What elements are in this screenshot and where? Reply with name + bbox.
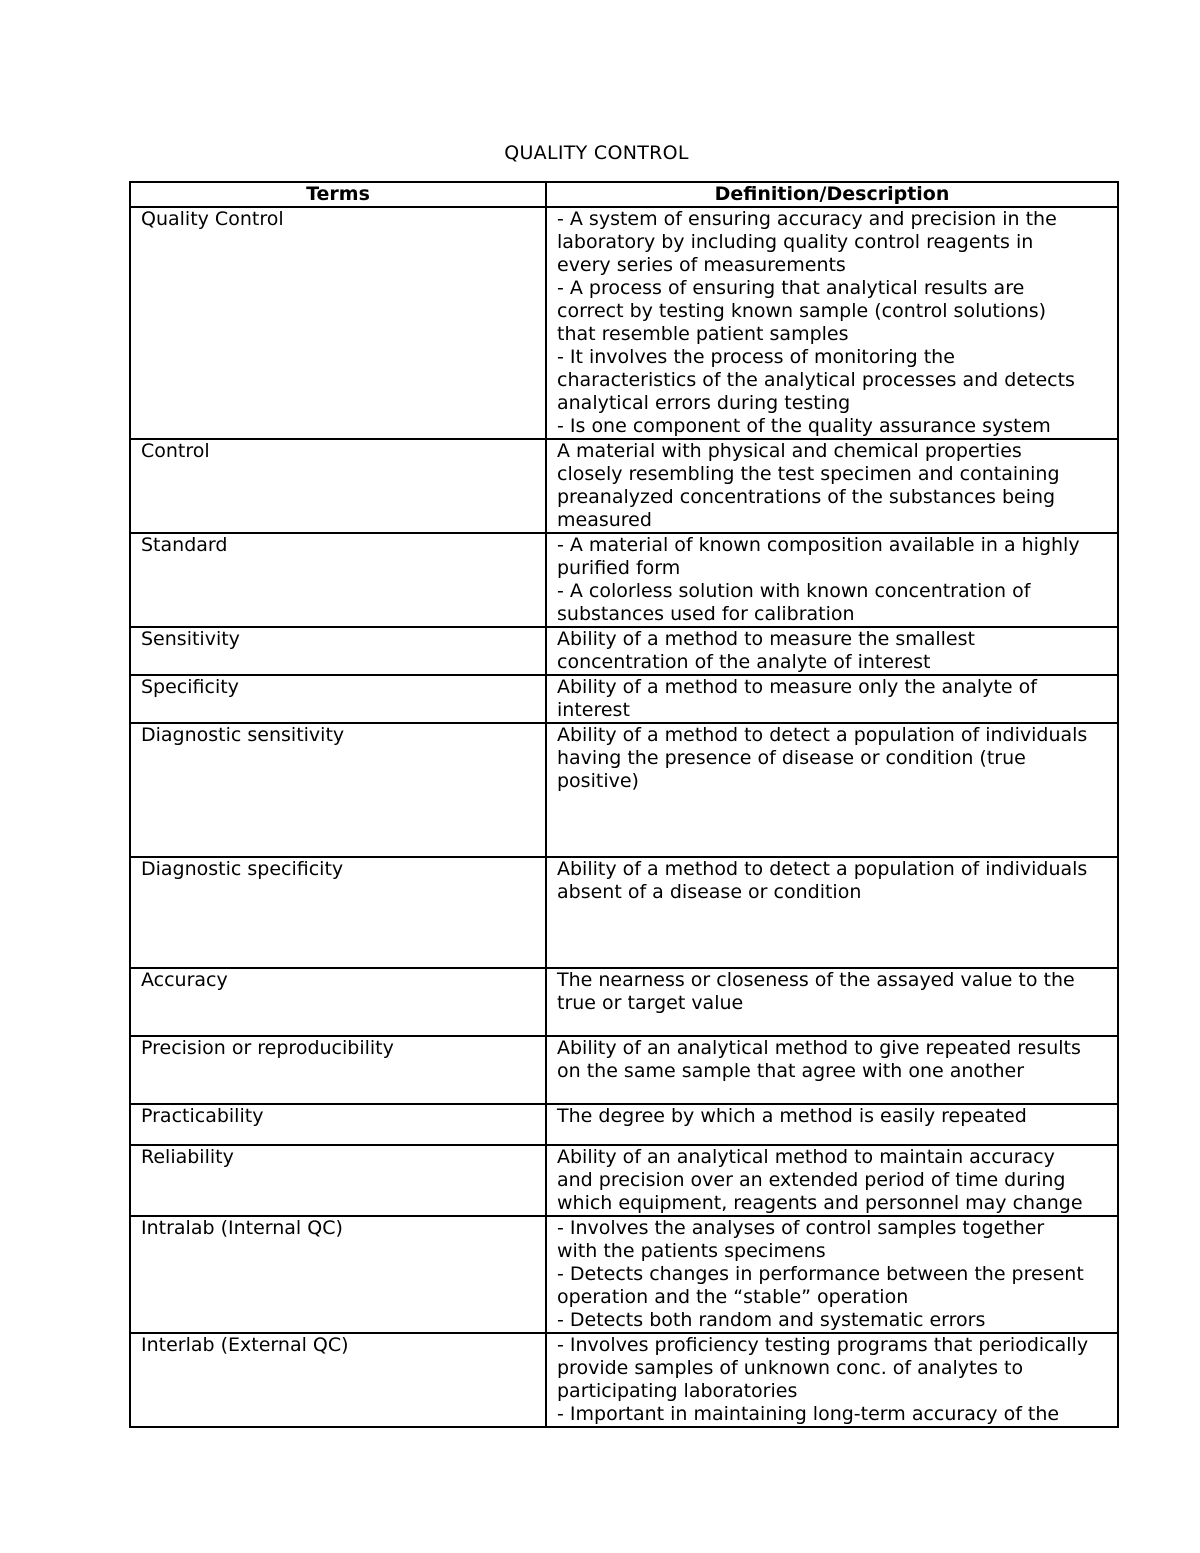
table-header-row: [130, 182, 1118, 207]
term-text: Practicability: [141, 1105, 264, 1127]
definition-line: every series of measurements: [557, 254, 846, 276]
definition-cell: [546, 968, 1118, 1036]
table-row: [130, 857, 1118, 968]
term-text: Specificity: [141, 676, 239, 698]
term-cell: [130, 1104, 546, 1145]
column-header-terms: Terms: [130, 182, 546, 207]
table-row: [130, 1145, 1118, 1216]
definition-line: Ability of a method to measure the smallest: [557, 628, 975, 650]
definition-line: - A colorless solution with known concentration of: [557, 580, 1031, 602]
definition-line: interest: [557, 699, 630, 721]
term-cell: [130, 1036, 546, 1104]
term-text: Accuracy: [141, 969, 228, 991]
definition-line: laboratory by including quality control reagents in: [557, 231, 1034, 253]
term-text: Intralab (Internal QC): [141, 1217, 343, 1239]
definition-cell: [546, 723, 1118, 857]
table-row: [130, 627, 1118, 675]
table-row: [130, 1036, 1118, 1104]
definition-cell: [546, 1333, 1118, 1427]
table-row: [130, 1216, 1118, 1333]
definition-line: - Involves the analyses of control samples together: [557, 1217, 1045, 1239]
table-row: [130, 1333, 1118, 1427]
definition-line: A material with physical and chemical properties: [557, 440, 1022, 462]
term-cell: [130, 1333, 546, 1427]
term-cell: [130, 1216, 546, 1333]
definition-cell: [546, 1216, 1118, 1333]
table-body: [130, 207, 1118, 1427]
definition-line: true or target value: [557, 992, 744, 1014]
definition-line: - Detects changes in performance between the present: [557, 1263, 1084, 1285]
table-row: [130, 1104, 1118, 1145]
definition-cell: [546, 1036, 1118, 1104]
definition-line: measured: [557, 509, 652, 531]
term-cell: [130, 675, 546, 723]
definition-line: - Important in maintaining long-term accuracy of the: [557, 1403, 1060, 1425]
definition-line: closely resembling the test specimen and containing: [557, 463, 1060, 485]
definition-cell: [546, 207, 1118, 439]
definition-line: characteristics of the analytical processes and detects: [557, 369, 1075, 391]
table-row: [130, 723, 1118, 857]
term-text: Sensitivity: [141, 628, 240, 650]
term-cell: [130, 533, 546, 627]
definition-cell: [546, 1145, 1118, 1216]
definition-line: which equipment, reagents and personnel may change: [557, 1192, 1083, 1214]
definition-line: absent of a disease or condition: [557, 881, 862, 903]
table-row: [130, 533, 1118, 627]
definition-line: operation and the “stable” operation: [557, 1286, 909, 1308]
term-text: Diagnostic specificity: [141, 858, 344, 880]
definition-cell: [546, 675, 1118, 723]
definition-line: and precision over an extended period of time during: [557, 1169, 1066, 1191]
definition-line: - A system of ensuring accuracy and precision in the: [557, 208, 1057, 230]
definition-line: Ability of a method to detect a population of individuals: [557, 858, 1088, 880]
definition-line: Ability of an analytical method to give repeated results: [557, 1037, 1081, 1059]
term-text: Precision or reproducibility: [141, 1037, 394, 1059]
definition-line: concentration of the analyte of interest: [557, 651, 931, 673]
definition-line: having the presence of disease or condition (true: [557, 747, 1026, 769]
definition-line: correct by testing known sample (control solutions): [557, 300, 1047, 322]
term-cell: [130, 1145, 546, 1216]
term-cell: [130, 723, 546, 857]
definition-line: Ability of an analytical method to maintain accuracy: [557, 1146, 1055, 1168]
table-row: [130, 675, 1118, 723]
definition-cell: [546, 533, 1118, 627]
table-row: [130, 968, 1118, 1036]
term-text: Interlab (External QC): [141, 1334, 349, 1356]
term-cell: [130, 968, 546, 1036]
term-text: Reliability: [141, 1146, 234, 1168]
definition-line: The degree by which a method is easily repeated: [557, 1105, 1027, 1127]
table-row: [130, 207, 1118, 439]
definition-line: - It involves the process of monitoring the: [557, 346, 955, 368]
definition-line: preanalyzed concentrations of the substances being: [557, 486, 1056, 508]
term-cell: [130, 627, 546, 675]
definition-cell: [546, 627, 1118, 675]
definition-line: - A material of known composition available in a highly: [557, 534, 1080, 556]
definition-line: participating laboratories: [557, 1380, 798, 1402]
definition-line: provide samples of unknown conc. of analytes to: [557, 1357, 1024, 1379]
definition-line: analytical errors during testing: [557, 392, 851, 414]
column-header-definition: Definition/Description: [546, 182, 1118, 207]
term-text: Quality Control: [141, 208, 284, 230]
definition-line: positive): [557, 770, 639, 792]
definition-cell: [546, 439, 1118, 533]
term-text: Standard: [141, 534, 228, 556]
definition-line: that resemble patient samples: [557, 323, 849, 345]
page-title: QUALITY CONTROL: [504, 142, 689, 164]
term-cell: [130, 207, 546, 439]
definition-cell: [546, 857, 1118, 968]
quality-control-table: [129, 181, 1119, 1428]
definition-cell: [546, 1104, 1118, 1145]
definition-line: with the patients specimens: [557, 1240, 826, 1262]
definition-line: Ability of a method to detect a population of individuals: [557, 724, 1088, 746]
definition-line: purified form: [557, 557, 681, 579]
term-text: Diagnostic sensitivity: [141, 724, 345, 746]
definition-line: - A process of ensuring that analytical results are: [557, 277, 1025, 299]
term-cell: [130, 857, 546, 968]
definition-line: - Involves proficiency testing programs that periodically: [557, 1334, 1089, 1356]
definition-line: - Detects both random and systematic errors: [557, 1309, 986, 1331]
definition-line: - Is one component of the quality assurance system: [557, 415, 1051, 437]
table-row: [130, 439, 1118, 533]
definition-line: on the same sample that agree with one another: [557, 1060, 1025, 1082]
definition-line: The nearness or closeness of the assayed value to the: [557, 969, 1075, 991]
definition-line: Ability of a method to measure only the analyte of: [557, 676, 1037, 698]
definition-line: substances used for calibration: [557, 603, 855, 625]
term-text: Control: [141, 440, 210, 462]
term-cell: [130, 439, 546, 533]
